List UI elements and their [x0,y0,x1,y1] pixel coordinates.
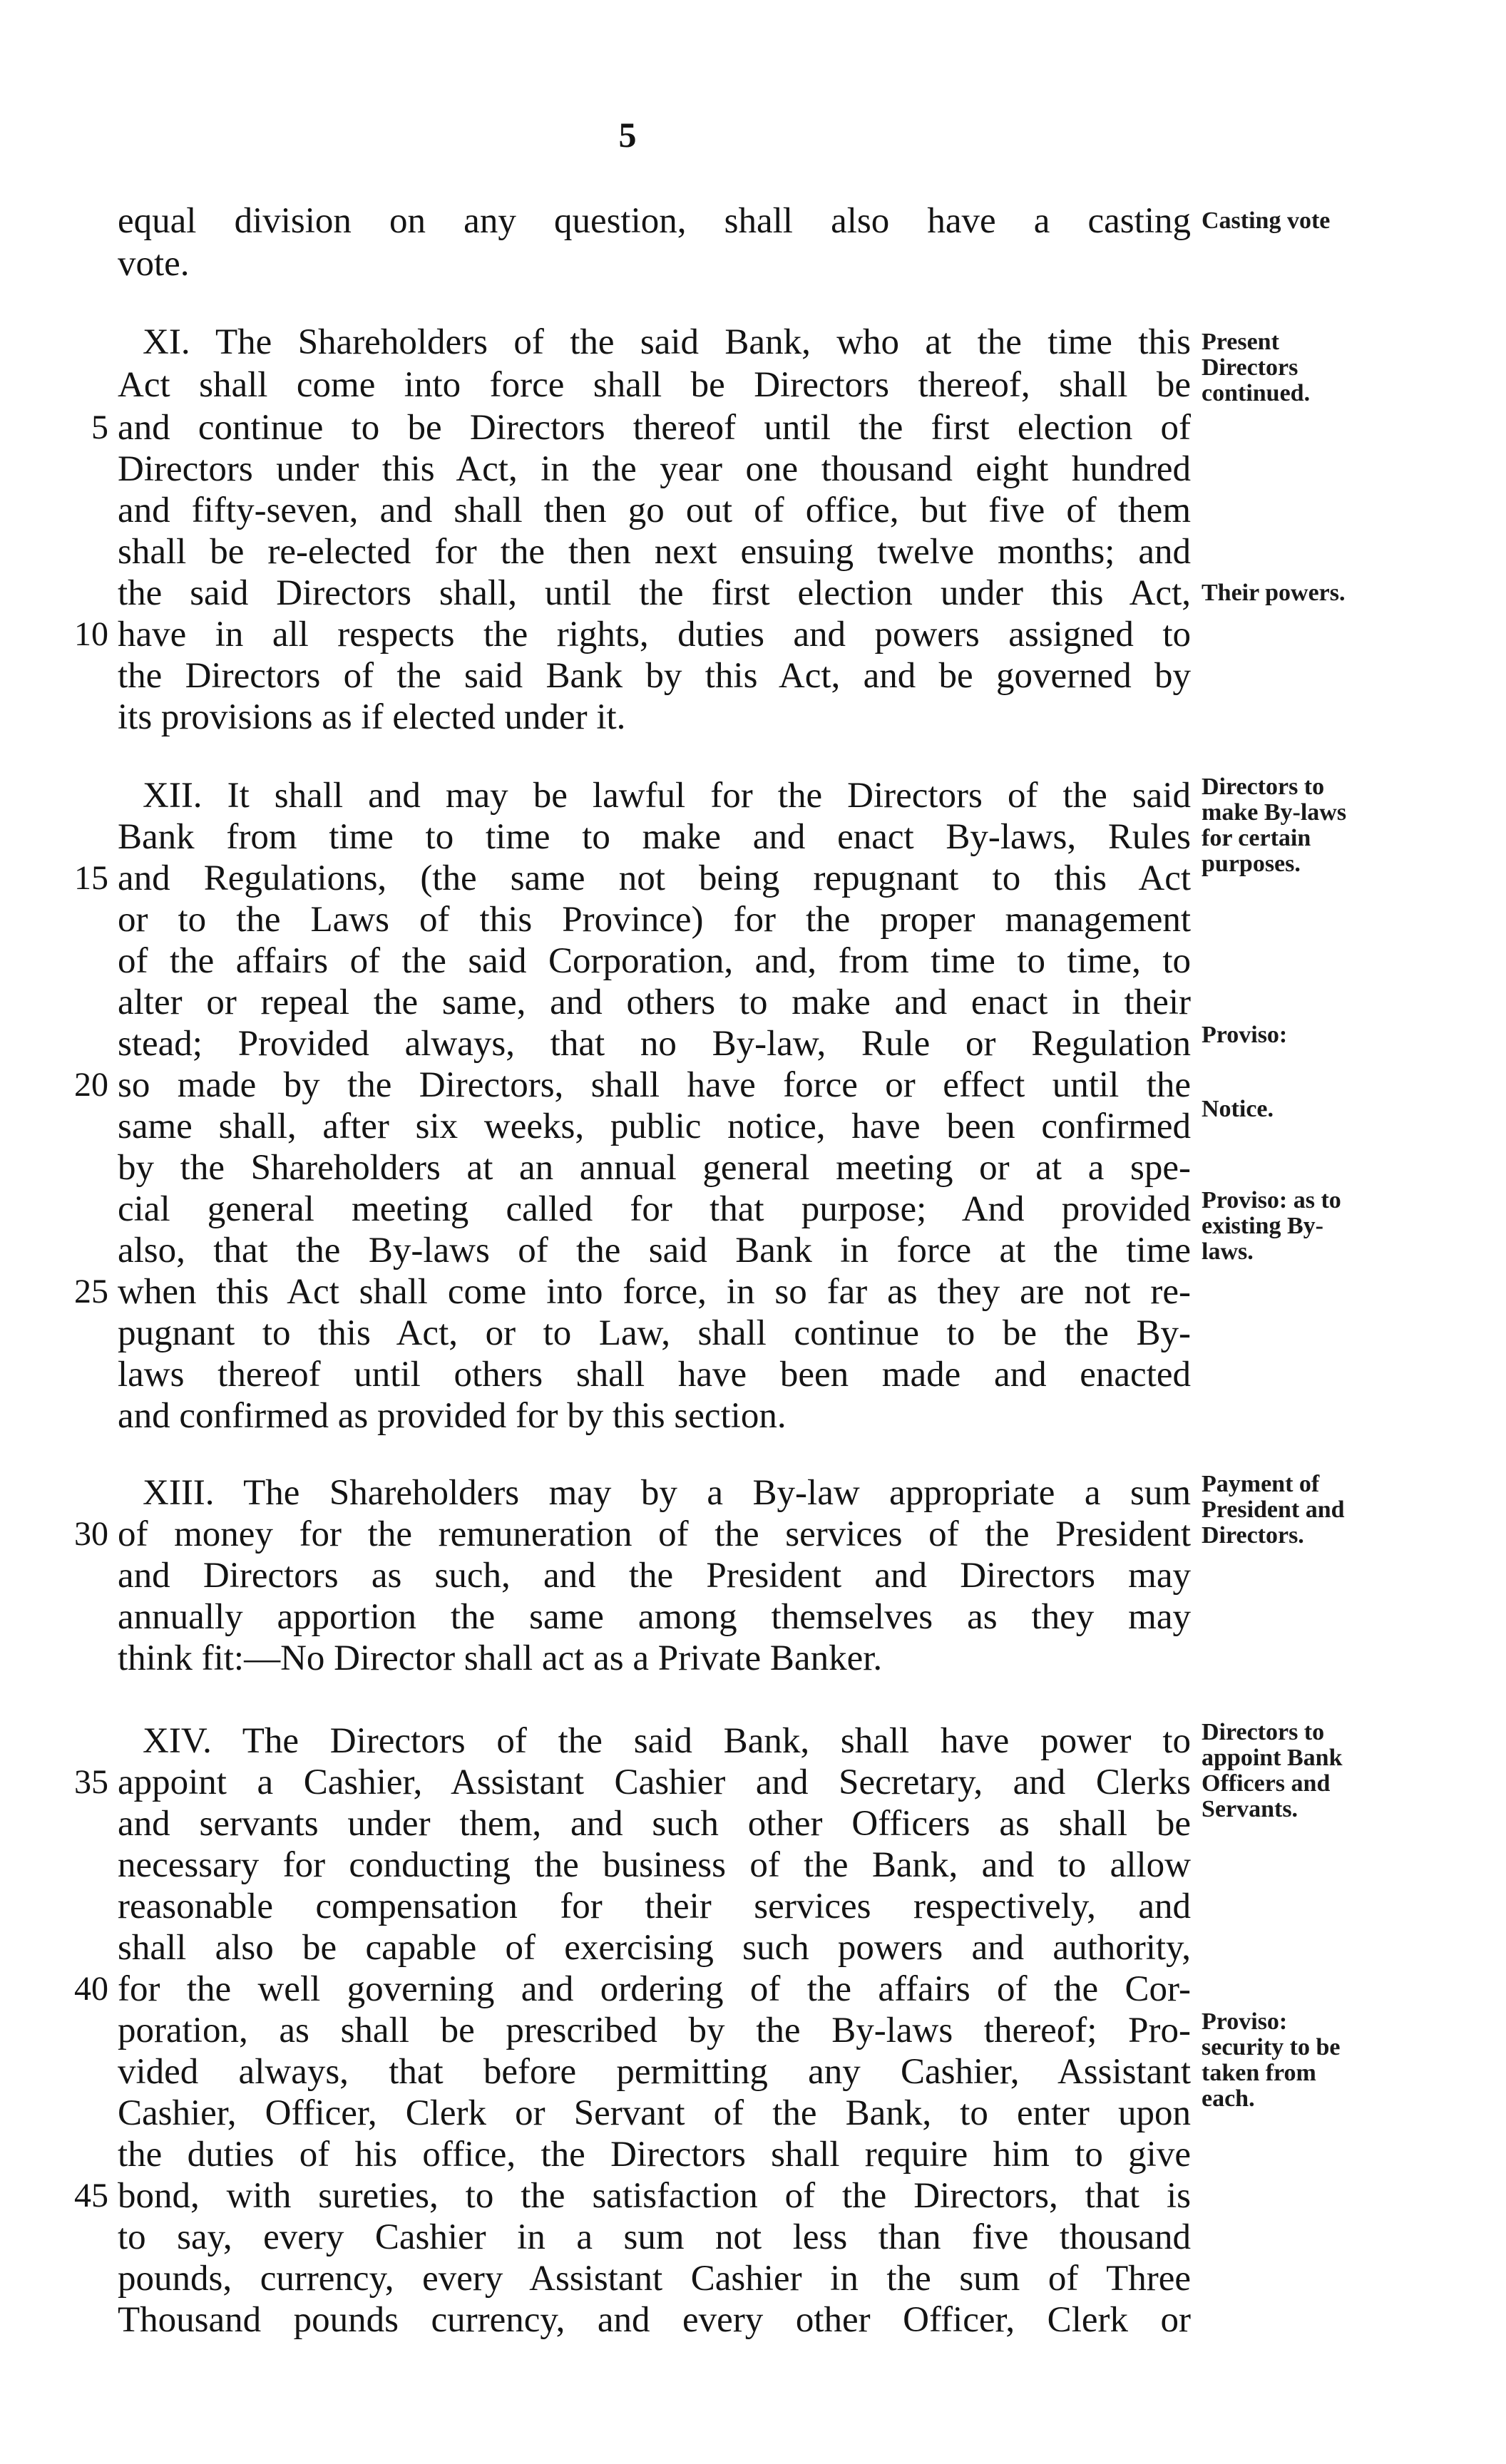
body-text-line: and confirmed as provided for by this section. [118,1396,787,1436]
body-text-line: pugnant to this Act, or to Law, shall continue to be the By- [118,1313,1191,1353]
body-text-line: when this Act shall come into force, in so far as they are not re- [118,1272,1191,1312]
margin-note [1202,774,1437,877]
margin-note-line: Directors [1202,354,1298,381]
line-number: 15 [74,859,108,897]
margin-note-line: President and [1202,1497,1345,1523]
margin-note-line: make By-laws [1202,799,1347,826]
body-text-line: of the affairs of the said Corporation, and, from time to time, to [118,941,1191,981]
margin-note-line: each. [1202,2085,1255,2112]
body-text-line: and fifty-seven, and shall then go out of office, but five of them [118,491,1191,530]
margin-note-line: Proviso: as to [1202,1187,1341,1213]
margin-note-line: for certain [1202,825,1311,851]
body-text-line: to say, every Cashier in a sum not less than five thousand [118,2217,1191,2257]
body-text-line: annually apportion the same among themselves as they may [118,1597,1191,1637]
body-text-line: bond, with sureties, to the satisfaction of the Directors, that is [118,2176,1191,2216]
body-text-line: the said Directors shall, until the first election under this Act, [118,573,1191,613]
margin-note [1202,580,1437,606]
body-text-line: the Directors of the said Bank by this Act, and be governed by [118,656,1191,696]
margin-note-line: Directors to [1202,774,1325,800]
body-text-line: XII. It shall and may be lawful for the Directors of the said [143,776,1191,816]
margin-note-line: Casting vote [1202,207,1331,234]
body-text-line: so made by the Directors, shall have force or effect until the [118,1065,1191,1105]
margin-note-line: purposes. [1202,851,1301,877]
line-number: 30 [74,1515,108,1553]
body-text-line: also, that the By-laws of the said Bank in force at the time [118,1231,1191,1270]
body-text-line: Cashier, Officer, Clerk or Servant of the Bank, to enter upon [118,2093,1191,2133]
margin-note-line: Present [1202,329,1279,355]
line-number: 40 [74,1970,108,2008]
margin-note-line: laws. [1202,1238,1254,1265]
body-text-line: Act shall come into force shall be Directors thereof, shall be [118,365,1191,405]
margin-note [1202,1022,1437,1048]
line-number: 45 [74,2177,108,2214]
body-text-line: equal division on any question, shall also have a casting [118,201,1191,241]
body-text-line: vote. [118,244,190,284]
body-text-line: have in all respects the rights, duties and powers assigned to [118,615,1191,654]
line-number: 25 [74,1273,108,1310]
margin-note-line: Directors. [1202,1522,1304,1549]
body-text-line: shall be re-elected for the then next ensuing twelve months; and [118,532,1191,572]
line-number: 10 [74,615,108,653]
body-text-line: or to the Laws of this Province) for the proper management [118,900,1191,940]
body-text-line: and Directors as such, and the President and Directors may [118,1556,1191,1596]
body-text-line: same shall, after six weeks, public notice, have been confirmed [118,1107,1191,1146]
margin-note-line: taken from [1202,2060,1316,2086]
body-text-line: pounds, currency, every Assistant Cashier in the sum of Three [118,2259,1191,2299]
line-number: 20 [74,1066,108,1104]
body-text-line: the duties of his office, the Directors shall require him to give [118,2135,1191,2175]
margin-note [1202,1472,1437,1549]
margin-note [1202,1097,1437,1122]
body-text-line: XIV. The Directors of the said Bank, shall have power to [143,1721,1191,1761]
body-text-line: XI. The Shareholders of the said Bank, who at the time this [143,322,1191,362]
margin-note-line: appoint Bank [1202,1745,1343,1771]
body-text-line: reasonable compensation for their services respectively, and [118,1886,1191,1926]
margin-note [1202,2009,1437,2112]
body-text-line: poration, as shall be prescribed by the By-laws thereof; Pro- [118,2011,1191,2050]
body-text-line: for the well governing and ordering of the affairs of the Cor- [118,1969,1191,2009]
body-text-line: think fit:—No Director shall act as a Private Banker. [118,1638,883,1678]
body-text-line: shall also be capable of exercising such powers and authority, [118,1928,1191,1968]
body-text-line: Bank from time to time to make and enact By-laws, Rules [118,817,1191,857]
margin-note-line: Their powers. [1202,580,1346,606]
margin-note-line: Proviso: [1202,2008,1288,2035]
body-text-line: XIII. The Shareholders may by a By-law appropriate a sum [143,1473,1191,1513]
margin-note [1202,329,1437,406]
margin-note-line: Payment of [1202,1471,1320,1497]
body-text-line: vided always, that before permitting any Cashier, Assistant [118,2052,1191,2092]
body-text-line: and Regulations, (the same not being repugnant to this Act [118,858,1191,898]
margin-note-line: Servants. [1202,1796,1298,1822]
body-text-line: necessary for conducting the business of the Bank, and to allow [118,1845,1191,1885]
margin-note-line: Officers and [1202,1770,1331,1797]
body-text-line: its provisions as if elected under it. [118,697,626,737]
margin-note-line: Proviso: [1202,1022,1288,1048]
line-number: 35 [74,1763,108,1801]
margin-note [1202,1720,1437,1822]
margin-note-line: security to be [1202,2034,1341,2060]
body-text-line: by the Shareholders at an annual general meeting or at a spe- [118,1148,1191,1188]
margin-note [1202,1188,1437,1265]
body-text-line: and servants under them, and such other Officers as shall be [118,1804,1191,1844]
body-text-line: laws thereof until others shall have been made and enacted [118,1355,1191,1395]
body-text-line: cial general meeting called for that purpose; And provided [118,1189,1191,1229]
margin-note-line: existing By- [1202,1213,1323,1239]
margin-note [1202,208,1437,234]
margin-note-line: Notice. [1202,1096,1274,1122]
body-text-line: alter or repeal the same, and others to make and enact in their [118,982,1191,1022]
body-text-line: Thousand pounds currency, and every other Officer, Clerk or [118,2300,1191,2340]
body-text-line: stead; Provided always, that no By-law, Rule or Regulation [118,1024,1191,1064]
margin-note-line: Directors to [1202,1719,1325,1745]
body-text-line: Directors under this Act, in the year one thousand eight hundred [118,449,1191,489]
body-text-line: of money for the remuneration of the services of the President [118,1514,1191,1554]
line-number: 5 [91,409,108,446]
margin-note-line: continued. [1202,380,1311,406]
page-number: 5 [618,115,637,155]
body-text-line: appoint a Cashier, Assistant Cashier and Secretary, and Clerks [118,1762,1191,1802]
body-text-line: and continue to be Directors thereof until the first election of [118,408,1191,448]
